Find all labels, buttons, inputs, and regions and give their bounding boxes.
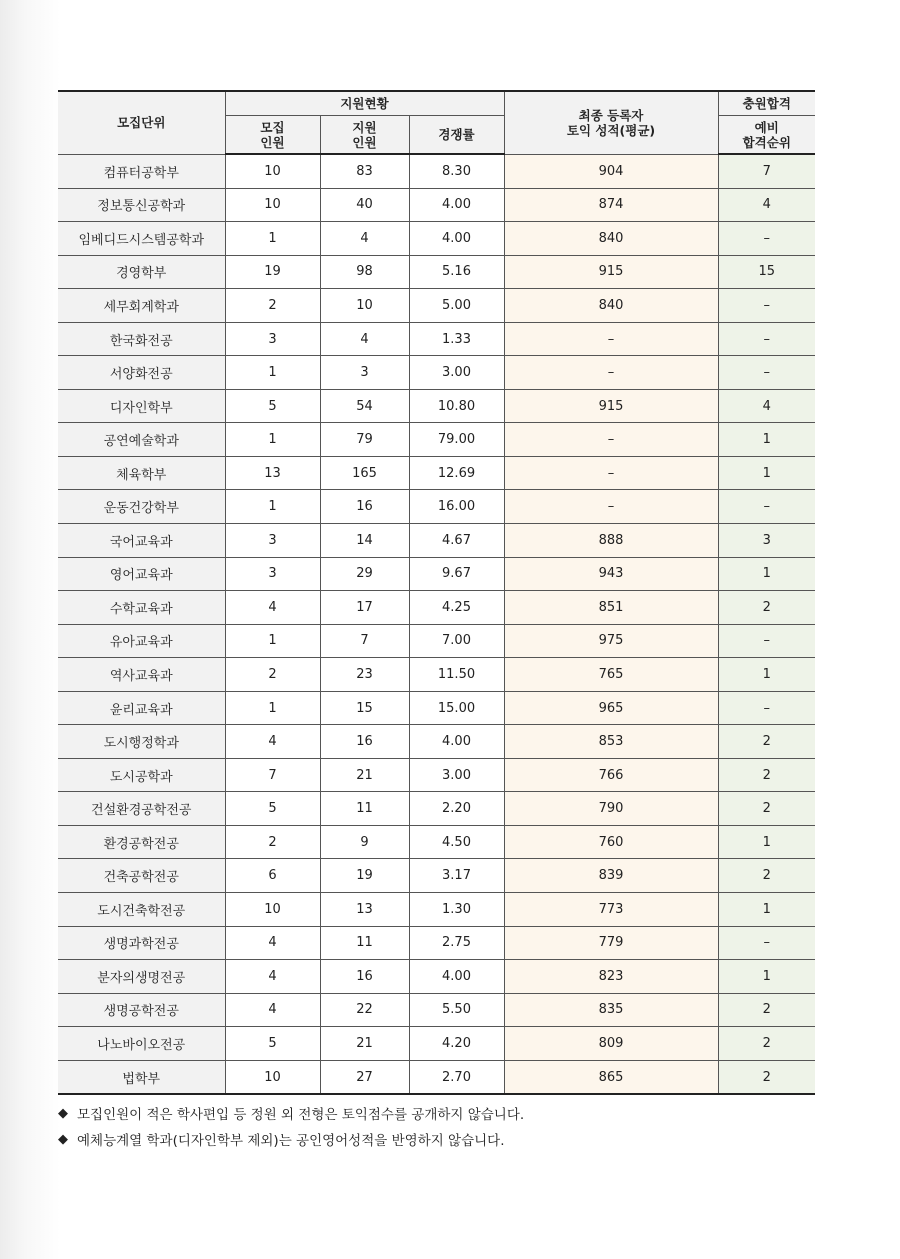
table-row [58, 222, 815, 256]
cell-toeic: 915 [504, 255, 718, 289]
cell-waitlist-rank: 1 [718, 893, 815, 927]
cell-toeic: – [504, 356, 718, 390]
table-row [58, 1060, 815, 1094]
table-row [58, 893, 815, 927]
cell-ratio: 3.00 [409, 758, 504, 792]
cell-recruit: 10 [225, 893, 320, 927]
cell-waitlist-rank: – [718, 356, 815, 390]
cell-recruit: 2 [225, 825, 320, 859]
cell-toeic: 779 [504, 926, 718, 960]
cell-apply: 19 [320, 859, 409, 893]
cell-apply: 40 [320, 188, 409, 222]
cell-waitlist-rank: – [718, 490, 815, 524]
cell-ratio: 16.00 [409, 490, 504, 524]
table-row [58, 356, 815, 390]
cell-waitlist-rank: 2 [718, 792, 815, 826]
cell-apply: 54 [320, 389, 409, 423]
cell-toeic: 874 [504, 188, 718, 222]
cell-ratio: 4.00 [409, 725, 504, 759]
table-row [58, 960, 815, 994]
cell-unit: 서양화전공 [58, 356, 225, 390]
header-unit: 모집단위 [58, 91, 225, 154]
cell-ratio: 10.80 [409, 389, 504, 423]
cell-ratio: 4.50 [409, 825, 504, 859]
cell-apply: 16 [320, 725, 409, 759]
table-row [58, 725, 815, 759]
cell-recruit: 7 [225, 758, 320, 792]
cell-unit: 정보통신공학과 [58, 188, 225, 222]
cell-recruit: 3 [225, 557, 320, 591]
table-row [58, 255, 815, 289]
table-row [58, 423, 815, 457]
cell-recruit: 1 [225, 691, 320, 725]
cell-ratio: 11.50 [409, 658, 504, 692]
cell-recruit: 4 [225, 725, 320, 759]
cell-waitlist-rank: – [718, 289, 815, 323]
cell-recruit: 4 [225, 993, 320, 1027]
cell-toeic: 975 [504, 624, 718, 658]
cell-unit: 도시건축학전공 [58, 893, 225, 927]
table-body [58, 154, 815, 1094]
cell-apply: 9 [320, 825, 409, 859]
cell-waitlist-rank: – [718, 691, 815, 725]
cell-recruit: 1 [225, 356, 320, 390]
cell-toeic: 915 [504, 389, 718, 423]
diamond-bullet-icon: ◆ [58, 1131, 68, 1147]
cell-waitlist-rank: 2 [718, 591, 815, 625]
cell-waitlist-rank: – [718, 624, 815, 658]
cell-ratio: 4.00 [409, 222, 504, 256]
table-row [58, 322, 815, 356]
cell-waitlist-rank: 1 [718, 825, 815, 859]
cell-waitlist-rank: – [718, 322, 815, 356]
cell-unit: 국어교육과 [58, 524, 225, 558]
cell-waitlist-rank: 1 [718, 456, 815, 490]
admission-results-table [58, 90, 815, 1095]
cell-toeic: 760 [504, 825, 718, 859]
cell-unit: 컴퓨터공학부 [58, 154, 225, 188]
cell-unit: 건설환경공학전공 [58, 792, 225, 826]
cell-unit: 한국화전공 [58, 322, 225, 356]
cell-waitlist-rank: 2 [718, 725, 815, 759]
cell-apply: 10 [320, 289, 409, 323]
cell-toeic: 766 [504, 758, 718, 792]
cell-recruit: 10 [225, 188, 320, 222]
cell-apply: 16 [320, 960, 409, 994]
cell-toeic: 943 [504, 557, 718, 591]
header-waitlist: 예비 합격순위 [718, 116, 815, 155]
cell-recruit: 13 [225, 456, 320, 490]
cell-recruit: 1 [225, 222, 320, 256]
cell-apply: 7 [320, 624, 409, 658]
cell-apply: 29 [320, 557, 409, 591]
cell-toeic: 853 [504, 725, 718, 759]
cell-recruit: 1 [225, 423, 320, 457]
cell-apply: 27 [320, 1060, 409, 1094]
cell-waitlist-rank: 4 [718, 188, 815, 222]
cell-toeic: 865 [504, 1060, 718, 1094]
cell-toeic: 835 [504, 993, 718, 1027]
cell-toeic: 823 [504, 960, 718, 994]
cell-ratio: 2.20 [409, 792, 504, 826]
cell-apply: 16 [320, 490, 409, 524]
cell-ratio: 4.67 [409, 524, 504, 558]
cell-recruit: 10 [225, 154, 320, 188]
table-row [58, 557, 815, 591]
cell-recruit: 5 [225, 1027, 320, 1061]
cell-waitlist-rank: – [718, 926, 815, 960]
cell-apply: 4 [320, 222, 409, 256]
cell-ratio: 1.33 [409, 322, 504, 356]
cell-waitlist-rank: 1 [718, 423, 815, 457]
cell-toeic: – [504, 423, 718, 457]
cell-toeic: 765 [504, 658, 718, 692]
cell-apply: 13 [320, 893, 409, 927]
cell-recruit: 6 [225, 859, 320, 893]
footnote-text: 예체능계열 학과(디자인학부 제외)는 공인영어성적을 반영하지 않습니다. [77, 1133, 505, 1149]
cell-waitlist-rank: 2 [718, 993, 815, 1027]
cell-waitlist-rank: 7 [718, 154, 815, 188]
cell-ratio: 4.25 [409, 591, 504, 625]
cell-ratio: 7.00 [409, 624, 504, 658]
cell-waitlist-rank: 4 [718, 389, 815, 423]
cell-ratio: 79.00 [409, 423, 504, 457]
cell-waitlist-rank: 1 [718, 658, 815, 692]
cell-apply: 165 [320, 456, 409, 490]
cell-waitlist-rank: 2 [718, 758, 815, 792]
cell-ratio: 4.00 [409, 960, 504, 994]
cell-unit: 운동건강학부 [58, 490, 225, 524]
cell-apply: 11 [320, 792, 409, 826]
cell-toeic: 965 [504, 691, 718, 725]
cell-waitlist-rank: 2 [718, 859, 815, 893]
table-row [58, 389, 815, 423]
cell-recruit: 19 [225, 255, 320, 289]
header-addpass-group: 충원합격 [718, 91, 815, 116]
cell-apply: 21 [320, 1027, 409, 1061]
cell-unit: 나노바이오전공 [58, 1027, 225, 1061]
cell-recruit: 3 [225, 322, 320, 356]
cell-unit: 생명공학전공 [58, 993, 225, 1027]
header-apply: 지원 인원 [320, 116, 409, 155]
cell-recruit: 1 [225, 624, 320, 658]
cell-waitlist-rank: 1 [718, 960, 815, 994]
cell-unit: 도시행정학과 [58, 725, 225, 759]
cell-ratio: 2.75 [409, 926, 504, 960]
cell-unit: 유아교육과 [58, 624, 225, 658]
footnote-text: 모집인원이 적은 학사편입 등 정원 외 전형은 토익점수를 공개하지 않습니다. [77, 1107, 525, 1123]
cell-unit: 수학교육과 [58, 591, 225, 625]
table-row [58, 1027, 815, 1061]
table-row [58, 490, 815, 524]
cell-toeic: – [504, 322, 718, 356]
cell-recruit: 4 [225, 960, 320, 994]
cell-toeic: 840 [504, 289, 718, 323]
cell-unit: 역사교육과 [58, 658, 225, 692]
cell-waitlist-rank: 2 [718, 1027, 815, 1061]
cell-recruit: 3 [225, 524, 320, 558]
cell-unit: 영어교육과 [58, 557, 225, 591]
cell-toeic: 839 [504, 859, 718, 893]
cell-toeic: 851 [504, 591, 718, 625]
cell-toeic: 773 [504, 893, 718, 927]
cell-ratio: 3.17 [409, 859, 504, 893]
cell-toeic: 790 [504, 792, 718, 826]
table-row [58, 758, 815, 792]
cell-toeic: – [504, 456, 718, 490]
table-row [58, 524, 815, 558]
cell-unit: 건축공학전공 [58, 859, 225, 893]
header-recruit: 모집 인원 [225, 116, 320, 155]
table-row [58, 859, 815, 893]
cell-ratio: 9.67 [409, 557, 504, 591]
cell-ratio: 4.20 [409, 1027, 504, 1061]
table-row [58, 792, 815, 826]
cell-unit: 윤리교육과 [58, 691, 225, 725]
header-ratio: 경쟁률 [409, 116, 504, 155]
cell-apply: 4 [320, 322, 409, 356]
cell-recruit: 4 [225, 591, 320, 625]
table-row [58, 188, 815, 222]
table-row [58, 926, 815, 960]
cell-ratio: 2.70 [409, 1060, 504, 1094]
table-row [58, 456, 815, 490]
cell-apply: 14 [320, 524, 409, 558]
cell-apply: 98 [320, 255, 409, 289]
cell-recruit: 2 [225, 289, 320, 323]
cell-unit: 임베디드시스템공학과 [58, 222, 225, 256]
cell-unit: 환경공학전공 [58, 825, 225, 859]
cell-unit: 경영학부 [58, 255, 225, 289]
cell-apply: 83 [320, 154, 409, 188]
cell-apply: 17 [320, 591, 409, 625]
cell-ratio: 3.00 [409, 356, 504, 390]
cell-recruit: 5 [225, 389, 320, 423]
table-row [58, 289, 815, 323]
cell-waitlist-rank: 3 [718, 524, 815, 558]
cell-unit: 공연예술학과 [58, 423, 225, 457]
cell-ratio: 8.30 [409, 154, 504, 188]
table-row [58, 658, 815, 692]
footnote [58, 1126, 524, 1152]
table-row [58, 624, 815, 658]
cell-waitlist-rank: 15 [718, 255, 815, 289]
header-applicants-group: 지원현황 [225, 91, 504, 116]
cell-ratio: 5.00 [409, 289, 504, 323]
footnotes [58, 1100, 524, 1152]
table-row [58, 154, 815, 188]
cell-unit: 체육학부 [58, 456, 225, 490]
cell-apply: 23 [320, 658, 409, 692]
cell-toeic: 840 [504, 222, 718, 256]
cell-unit: 법학부 [58, 1060, 225, 1094]
cell-waitlist-rank: 1 [718, 557, 815, 591]
diamond-bullet-icon: ◆ [58, 1105, 68, 1121]
cell-ratio: 5.50 [409, 993, 504, 1027]
cell-unit: 생명과학전공 [58, 926, 225, 960]
cell-apply: 21 [320, 758, 409, 792]
cell-apply: 3 [320, 356, 409, 390]
cell-ratio: 4.00 [409, 188, 504, 222]
cell-waitlist-rank: 2 [718, 1060, 815, 1094]
table-row [58, 591, 815, 625]
table-row [58, 825, 815, 859]
cell-apply: 11 [320, 926, 409, 960]
cell-toeic: 904 [504, 154, 718, 188]
cell-apply: 22 [320, 993, 409, 1027]
cell-toeic: 809 [504, 1027, 718, 1061]
cell-recruit: 2 [225, 658, 320, 692]
cell-toeic: 888 [504, 524, 718, 558]
cell-ratio: 15.00 [409, 691, 504, 725]
cell-unit: 도시공학과 [58, 758, 225, 792]
header-toeic: 최종 등록자 토익 성적(평균) [504, 91, 718, 154]
cell-unit: 분자의생명전공 [58, 960, 225, 994]
cell-ratio: 5.16 [409, 255, 504, 289]
cell-waitlist-rank: – [718, 222, 815, 256]
cell-recruit: 1 [225, 490, 320, 524]
cell-apply: 79 [320, 423, 409, 457]
footnote [58, 1100, 524, 1126]
cell-recruit: 5 [225, 792, 320, 826]
cell-apply: 15 [320, 691, 409, 725]
cell-ratio: 1.30 [409, 893, 504, 927]
table-row [58, 993, 815, 1027]
cell-recruit: 10 [225, 1060, 320, 1094]
cell-ratio: 12.69 [409, 456, 504, 490]
cell-recruit: 4 [225, 926, 320, 960]
cell-unit: 디자인학부 [58, 389, 225, 423]
cell-unit: 세무회계학과 [58, 289, 225, 323]
cell-toeic: – [504, 490, 718, 524]
table-row [58, 691, 815, 725]
